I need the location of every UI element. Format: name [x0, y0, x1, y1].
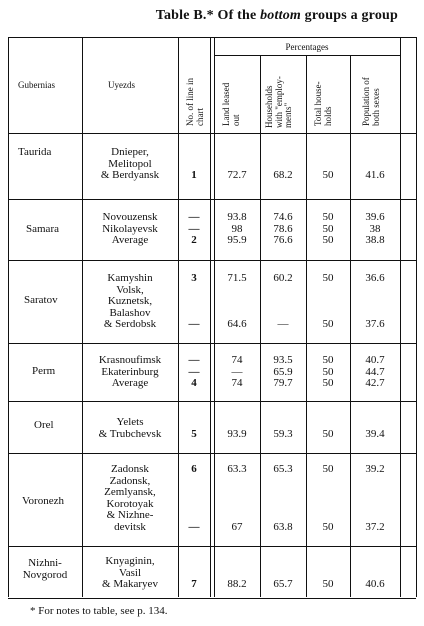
title-suffix: groups a group — [300, 8, 398, 23]
total-samara: 50 50 50 — [322, 211, 334, 246]
land-perm: 74 — 74 — [231, 354, 243, 389]
gubernia-perm: Perm — [32, 365, 56, 377]
uyezd-samara: Novouzensk Nikolayevsk Average — [102, 211, 158, 246]
rule-lineno — [210, 37, 211, 597]
hh-saratov-2: — — [277, 318, 289, 330]
lineno-samara: — — 2 — [188, 211, 200, 246]
hh-orel: 59.3 — [273, 428, 293, 440]
rule-row4 — [8, 401, 416, 402]
rule-uyezd — [178, 37, 179, 597]
total-voronezh-2: 50 — [322, 521, 334, 533]
total-perm: 50 50 50 — [322, 354, 334, 389]
lineno-saratov-1: 3 — [191, 272, 197, 284]
rule-row5 — [8, 453, 416, 454]
uyezd-taurida: Dnieper, Melitopol & Berdyansk — [100, 146, 160, 181]
hh-saratov-1: 60.2 — [273, 272, 293, 284]
lineno-saratov-2: — — [188, 318, 200, 330]
pop-saratov-1: 36.6 — [365, 272, 385, 284]
hh-voronezh-1: 65.3 — [273, 463, 293, 475]
hh-taurida: 68.2 — [273, 169, 293, 181]
land-nizhni: 88.2 — [227, 578, 247, 590]
uyezd-nizhni: Knyaginin, Vasil & Makaryev — [102, 555, 158, 590]
pop-nizhni: 40.6 — [365, 578, 385, 590]
uyezd-orel: Yelets & Trubchevsk — [98, 416, 162, 440]
header-line-no: No. of line in chart — [185, 78, 205, 126]
lineno-perm: — — 4 — [188, 354, 200, 389]
footnote: * For notes to table, see p. 134. — [30, 605, 168, 617]
total-voronezh-1: 50 — [322, 463, 334, 475]
total-saratov-2: 50 — [322, 318, 334, 330]
gubernia-taurida: Taurida — [18, 146, 52, 158]
hh-voronezh-2: 63.8 — [273, 521, 293, 533]
header-households: Households with "employ- ments" — [264, 76, 293, 128]
pop-voronezh-1: 39.2 — [365, 463, 385, 475]
uyezd-perm: Krasnoufimsk Ekaterinburg Average — [98, 354, 162, 389]
gubernia-orel: Orel — [34, 419, 54, 431]
title-prefix: Table B.* Of the — [155, 8, 261, 23]
land-voronezh-1: 63.3 — [227, 463, 247, 475]
lineno-voronezh-2: — — [188, 521, 200, 533]
rule-header-bottom — [8, 133, 416, 134]
land-saratov-1: 71.5 — [227, 272, 247, 284]
pop-taurida: 41.6 — [365, 169, 385, 181]
header-uyezds: Uyezds — [108, 80, 135, 90]
pop-saratov-2: 37.6 — [365, 318, 385, 330]
hh-nizhni: 65.7 — [273, 578, 293, 590]
gubernia-saratov: Saratov — [24, 294, 58, 306]
lineno-taurida: 1 — [191, 169, 197, 181]
land-orel: 93.9 — [227, 428, 247, 440]
pop-samara: 39.6 38 38.8 — [365, 211, 385, 246]
total-orel: 50 — [322, 428, 334, 440]
lineno-voronezh-1: 6 — [191, 463, 197, 475]
header-total: Total house- holds — [313, 81, 333, 126]
rule-row2 — [8, 260, 416, 261]
rule-double — [214, 37, 215, 597]
rule-right — [416, 37, 417, 597]
pop-orel: 39.4 — [365, 428, 385, 440]
hh-perm: 93.5 65.9 79.7 — [273, 354, 293, 389]
land-saratov-2: 64.6 — [227, 318, 247, 330]
rule-row1 — [8, 199, 416, 200]
total-saratov-1: 50 — [322, 272, 334, 284]
lineno-nizhni: 7 — [191, 578, 197, 590]
rule-row6 — [8, 546, 416, 547]
gubernia-samara: Samara — [26, 223, 59, 235]
uyezd-voronezh: Zadonsk Zadonsk, Zemlyansk, Korotoyak & Nizhne- devitsk — [104, 463, 156, 533]
gubernia-nizhni: Nizhni- Novgorod — [22, 557, 68, 581]
table-frame — [8, 37, 416, 599]
rule-left — [8, 37, 9, 597]
land-taurida: 72.7 — [227, 169, 247, 181]
header-percentages: Percentages — [285, 42, 329, 52]
pop-perm: 40.7 44.7 42.7 — [365, 354, 385, 389]
land-samara: 93.8 98 95.9 — [227, 211, 247, 246]
title-emphasis: bottom — [260, 8, 301, 23]
total-nizhni: 50 — [322, 578, 334, 590]
gubernia-voronezh: Voronezh — [22, 495, 64, 507]
uyezd-saratov: Kamyshin Volsk, Kuznetsk, Balashov & Serdobsk — [103, 272, 157, 330]
lineno-orel: 5 — [191, 428, 197, 440]
pop-voronezh-2: 37.2 — [365, 521, 385, 533]
rule-pop — [400, 37, 401, 597]
header-population: Population of both sexes — [361, 77, 381, 126]
total-taurida: 50 — [322, 169, 334, 181]
table-title — [156, 8, 398, 24]
header-land: Land leased out — [221, 82, 241, 126]
land-voronezh-2: 67 — [231, 521, 243, 533]
hh-samara: 74.6 78.6 76.6 — [273, 211, 293, 246]
rule-percentages — [214, 55, 400, 56]
header-gubernias: Gubernias — [18, 80, 55, 90]
rule-row3 — [8, 343, 416, 344]
